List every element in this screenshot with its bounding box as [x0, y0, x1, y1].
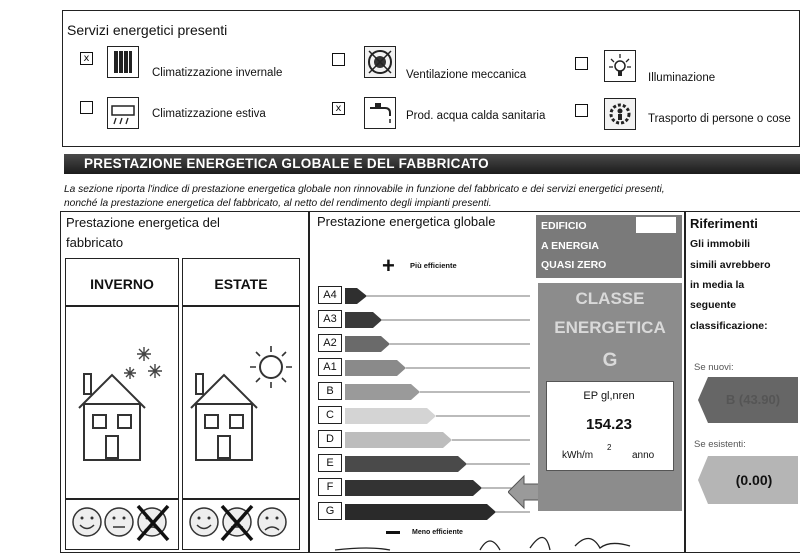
class-row-a3 [318, 310, 530, 329]
globale-title: Prestazione energetica globale [317, 214, 496, 229]
riferimenti-text-1: Gli immobili [690, 238, 751, 250]
service-label-summer: Climatizzazione estiva [152, 108, 266, 120]
gear-person-icon [604, 98, 636, 130]
class-label-f: F [318, 478, 342, 496]
lightbulb-icon [604, 50, 636, 82]
class-row-b [318, 382, 530, 401]
new-buildings-label: Se nuovi: [694, 362, 734, 373]
winter-label: INVERNO [90, 276, 154, 292]
nzeb-line3: QUASI ZERO [541, 259, 607, 271]
winter-rating-faces [70, 503, 176, 548]
riferimenti-text-3: in media la [690, 279, 745, 291]
riferimenti-text-5: classificazione: [690, 320, 768, 332]
summer-rating-faces [186, 503, 294, 548]
service-label-transport: Trasporto di persone o cose [648, 113, 791, 125]
divider-riferimenti [684, 211, 686, 553]
ep-unit-per: anno [632, 450, 655, 461]
class-label-a2: A2 [318, 334, 342, 352]
class-label-g: G [318, 502, 342, 520]
radiator-icon [107, 46, 139, 78]
air-conditioner-icon [107, 97, 139, 129]
fabbricato-title-line1: Prestazione energetica del [66, 215, 220, 230]
summer-rating-divider [183, 498, 299, 500]
house-summer-icon [188, 370, 260, 467]
nzeb-line2: A ENERGIA [541, 240, 599, 252]
handwritten-signature [330, 520, 660, 559]
current-class-arrow-icon [508, 474, 542, 515]
ep-unit [562, 450, 593, 461]
more-efficient-label: Più efficiente [410, 261, 457, 270]
class-label-b: B [318, 382, 342, 400]
ep-unit-exp: 2 [607, 443, 612, 452]
section-description-line2: nonché la prestazione energetica del fabbricato, al netto del rendimento degli impianti presenti. [64, 198, 492, 209]
class-label-a4: A4 [318, 286, 342, 304]
class-row-d [318, 430, 530, 449]
energy-class-title-1: CLASSE [575, 289, 645, 308]
checkbox-summer[interactable] [80, 101, 93, 114]
energy-class-scale [318, 286, 530, 526]
riferimenti-text-2: simili avrebbero [690, 259, 771, 271]
services-title: Servizi energetici presenti [67, 22, 228, 38]
class-label-a1: A1 [318, 358, 342, 376]
class-row-f [318, 478, 530, 497]
section-banner: PRESTAZIONE ENERGETICA GLOBALE E DEL FABBRICATO [64, 154, 800, 174]
class-row-a4 [318, 286, 530, 305]
ep-value: 154.23 [586, 416, 632, 433]
riferimenti-text-4: seguente [690, 299, 737, 311]
service-label-ventilation: Ventilazione meccanica [406, 69, 527, 81]
ep-label: EP gl,nren [583, 390, 635, 402]
fan-icon [364, 46, 396, 78]
section-description-line1: La sezione riporta l'indice di prestazione energetica globale non rinnovabile in funzione del fabbricato e dei servizi energetici presenti, [64, 184, 665, 195]
class-label-d: D [318, 430, 342, 448]
energy-class-value: G [602, 350, 618, 371]
checkbox-winter[interactable]: x [80, 52, 93, 65]
winter-rating-divider [66, 498, 178, 500]
class-row-g [318, 502, 530, 521]
checkbox-transport[interactable] [575, 104, 588, 117]
new-buildings-value: B (43.90) [725, 392, 781, 407]
ep-unit-base: kWh/m [562, 450, 594, 461]
divider-fabbricato [308, 211, 310, 553]
class-row-a2 [318, 334, 530, 353]
faucet-icon [364, 97, 396, 129]
plus-icon: + [382, 253, 395, 278]
class-row-e [318, 454, 530, 473]
class-row-a1 [318, 358, 530, 377]
existing-buildings-label: Se esistenti: [694, 439, 746, 450]
summer-panel-divider [183, 305, 299, 307]
energy-class-title-2: ENERGETICA [554, 318, 666, 337]
class-label-c: C [318, 406, 342, 424]
fabbricato-title-line2: fabbricato [66, 235, 124, 250]
nzeb-line1: EDIFICIO [541, 220, 587, 232]
riferimenti-title: Riferimenti [690, 216, 758, 231]
class-label-a3: A3 [318, 310, 342, 328]
service-label-winter: Climatizzazione invernale [152, 67, 283, 79]
service-label-lighting: Illuminazione [648, 72, 716, 84]
class-row-c [318, 406, 530, 425]
checkbox-ventilation[interactable] [332, 53, 345, 66]
winter-panel-divider [66, 305, 178, 307]
checkbox-lighting[interactable] [575, 57, 588, 70]
service-label-hot-water: Prod. acqua calda sanitaria [406, 110, 546, 122]
class-label-e: E [318, 454, 342, 472]
summer-label: ESTATE [214, 276, 268, 292]
checkbox-hot-water[interactable]: x [332, 102, 345, 115]
existing-buildings-value: (0.00) [735, 472, 773, 488]
nzeb-checkbox[interactable] [636, 217, 676, 233]
house-winter-icon [76, 370, 148, 467]
less-efficient-label: Meno efficiente [412, 529, 463, 536]
